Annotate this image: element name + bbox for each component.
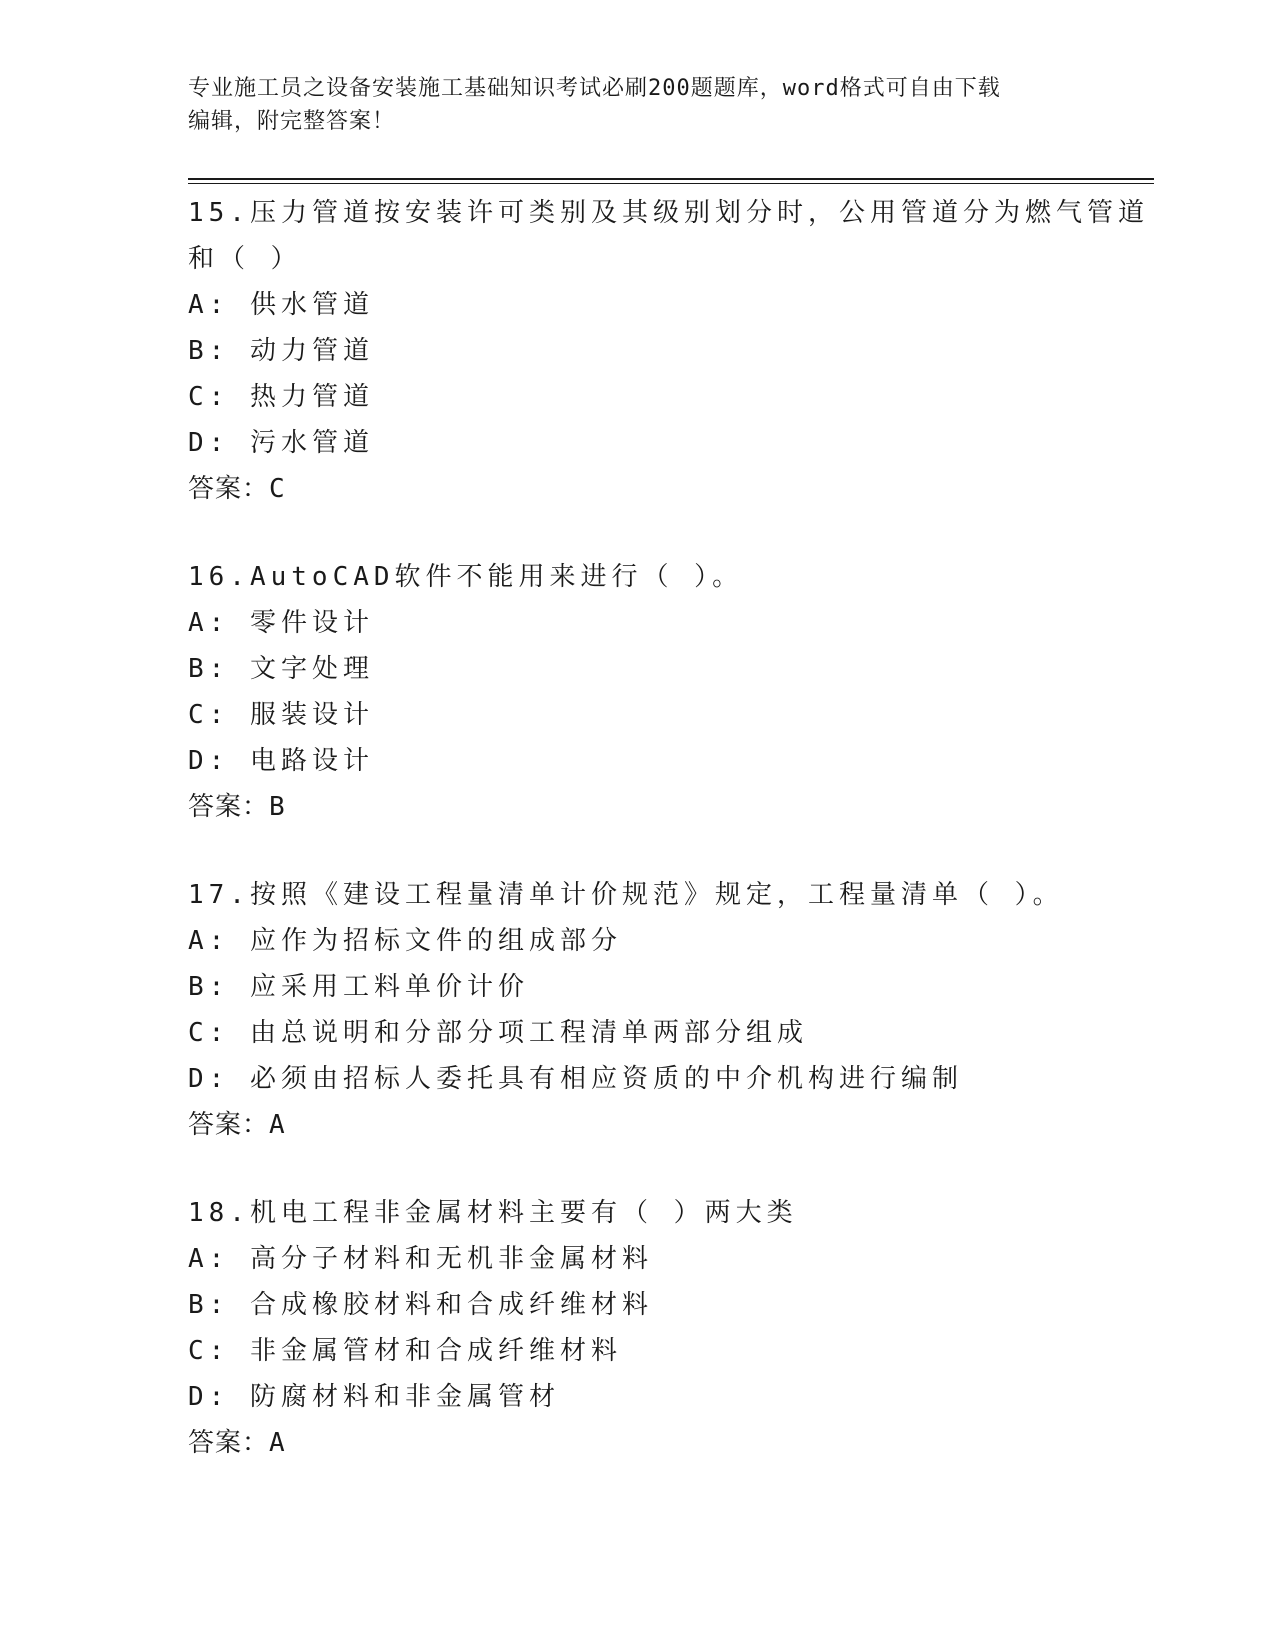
answer-row bbox=[188, 466, 1088, 512]
option-b: B: 动力管道 bbox=[188, 336, 374, 366]
answer-row bbox=[188, 784, 1088, 830]
question-stem: 15.压力管道按安装许可类别及其级别划分时，公用管道分为燃气管道 bbox=[188, 198, 1149, 228]
answer-label: 答案： bbox=[188, 474, 270, 504]
question-stem: 18.机电工程非金属材料主要有（ ）两大类 bbox=[188, 1198, 798, 1228]
option-d: D: 污水管道 bbox=[188, 428, 374, 458]
answer-value: C bbox=[269, 474, 285, 504]
question-stem-continued: 和（ ） bbox=[188, 244, 302, 274]
document-header bbox=[188, 72, 1088, 138]
option-c: C: 热力管道 bbox=[188, 382, 374, 412]
answer-label: 答案： bbox=[188, 1428, 270, 1458]
option-d: D: 防腐材料和非金属管材 bbox=[188, 1382, 560, 1412]
answer-value: A bbox=[269, 1428, 285, 1458]
question-17 bbox=[188, 872, 1088, 1148]
option-d: D: 电路设计 bbox=[188, 746, 374, 776]
option-c: C: 非金属管材和合成纤维材料 bbox=[188, 1336, 622, 1366]
option-b: B: 文字处理 bbox=[188, 654, 374, 684]
question-18 bbox=[188, 1190, 1088, 1466]
option-b: B: 应采用工料单价计价 bbox=[188, 972, 529, 1002]
question-16 bbox=[188, 554, 1088, 830]
question-stem: 16.AutoCAD软件不能用来进行（ ）。 bbox=[188, 562, 744, 592]
answer-value: A bbox=[269, 1110, 285, 1140]
option-d: D: 必须由招标人委托具有相应资质的中介机构进行编制 bbox=[188, 1064, 963, 1094]
option-c: C: 服装设计 bbox=[188, 700, 374, 730]
answer-row bbox=[188, 1102, 1088, 1148]
answer-label: 答案： bbox=[188, 792, 270, 822]
option-a: A: 高分子材料和无机非金属材料 bbox=[188, 1244, 653, 1274]
header-line-1: 专业施工员之设备安装施工基础知识考试必刷200题题库，word格式可自由下载 bbox=[188, 76, 1001, 101]
header-divider-thick bbox=[188, 178, 1154, 180]
header-divider-thin bbox=[188, 183, 1154, 184]
answer-row bbox=[188, 1420, 1088, 1466]
option-a: A: 应作为招标文件的组成部分 bbox=[188, 926, 622, 956]
option-c: C: 由总说明和分部分项工程清单两部分组成 bbox=[188, 1018, 808, 1048]
question-list bbox=[188, 190, 1149, 1508]
question-stem: 17.按照《建设工程量清单计价规范》规定，工程量清单（ ）。 bbox=[188, 880, 1064, 910]
question-15 bbox=[188, 190, 1149, 512]
option-a: A: 零件设计 bbox=[188, 608, 374, 638]
option-a: A: 供水管道 bbox=[188, 290, 374, 320]
answer-value: B bbox=[269, 792, 285, 822]
header-line-2: 编辑，附完整答案！ bbox=[188, 109, 396, 134]
answer-label: 答案： bbox=[188, 1110, 270, 1140]
option-b: B: 合成橡胶材料和合成纤维材料 bbox=[188, 1290, 653, 1320]
